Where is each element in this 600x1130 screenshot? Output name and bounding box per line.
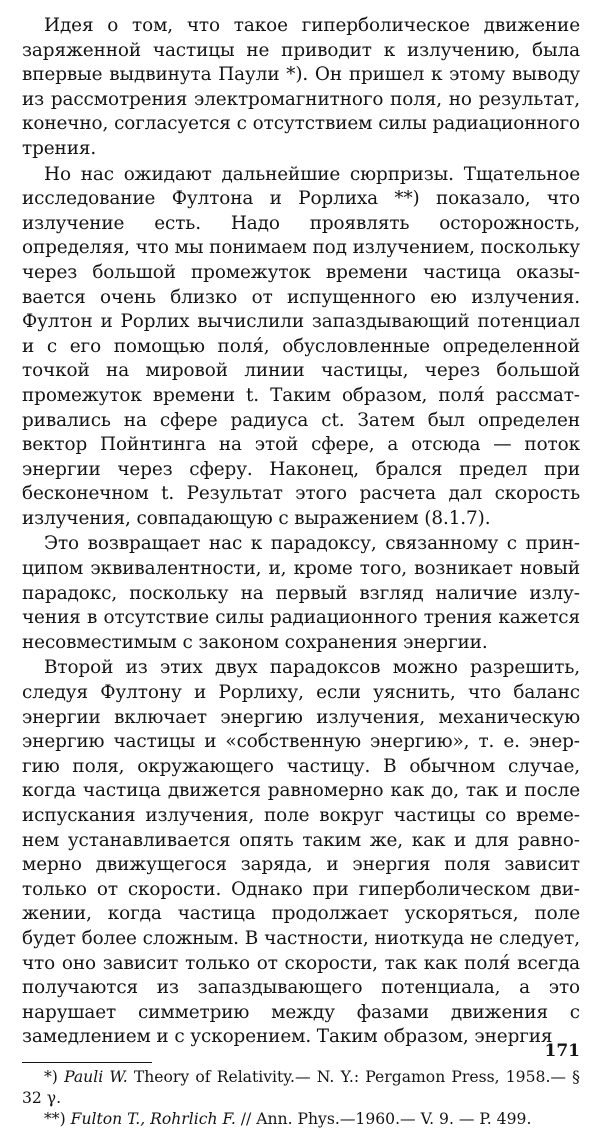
page-number: 171 xyxy=(544,1041,580,1061)
paragraph-3: Это возвращает нас к парадоксу, связанному с принципом эквивалентности, и, кроме того, возникает новый парадокс, поскольку на первый взгляд наличие излучения в отсутствие силы радиационного трения кажется несовместимым с законом сохранения энергии. xyxy=(22,533,580,653)
page-body xyxy=(22,14,580,1130)
footnote-divider xyxy=(22,1062,152,1063)
footnote-author: Pauli W. xyxy=(64,1067,128,1086)
footnote-marker: *) xyxy=(44,1067,58,1086)
footnotes xyxy=(22,1067,580,1130)
footnote-text: // Ann. Phys.—1960.— V. 9. — P. 499. xyxy=(235,1109,532,1128)
paragraph-2: Но нас ожидают дальнейшие сюрпризы. Тщательное исследование Фултона и Рорлиха **) показало, что излучение есть. Надо проявлять осторожность, определяя, что мы понимаем под излучением, поскольку через большой промежуток времени частица оказывается очень близко от испущенного ею излучения. Фултон и Рорлих вычислили запаздывающий потенциал и с его помощью поля́, обусловленные определенной точкой на мировой линии частицы, через большой промежуток времени t. Таким образом, поля́ рассматривались на сфере радиуса ct. Затем был определен вектор Пойнтинга на этой сфере, а отсюда — поток энергии через сферу. Наконец, брался предел при бесконечном t. Результат этого расчета дал скорость излучения, совпадающую с выражением (8.1.7). xyxy=(22,163,580,529)
footnote-2 xyxy=(22,1109,580,1130)
paragraph-4: Второй из этих двух парадоксов можно разрешить, следуя Фултону и Рорлиху, если уяснить, что баланс энергии включает энергию излучения, механическую энергию частицы и «собственную энергию», т. е. энергию поля, окружающего частицу. В обычном случае, когда частица движется равномерно как до, так и после испускания излучения, поле вокруг частицы со временем устанавливается опять таким же, как и для равномерно движущегося заряда, и энергия поля зависит только от скорости. Однако при гиперболическом движении, когда частица продолжает ускоряться, поле будет более сложным. В частности, ниоткуда не следует, что оно зависит только от скорости, так как поля́ всегда получаются из запаздывающего потенциала, а это нарушает симметрию между фазами движения с замедлением и с ускорением. Таким образом, энергия xyxy=(22,657,580,1048)
footnote-author: Fulton T., Rohrlich F. xyxy=(70,1109,236,1128)
footnote-text: Theory of Relativity.— N. Y.: Pergamon Press, 1958.— § 32 γ. xyxy=(22,1067,580,1107)
footnote-marker: **) xyxy=(44,1109,66,1128)
footnote-1 xyxy=(22,1067,580,1109)
paragraph-1: Идея о том, что такое гиперболическое движение заряженной частицы не приводит к излучению, была впервые выдвинута Паули *). Он пришел к этому выводу из рассмотрения электромагнитного поля, но результат, конечно, согласуется с отсутствием силы радиационного трения. xyxy=(22,15,580,159)
